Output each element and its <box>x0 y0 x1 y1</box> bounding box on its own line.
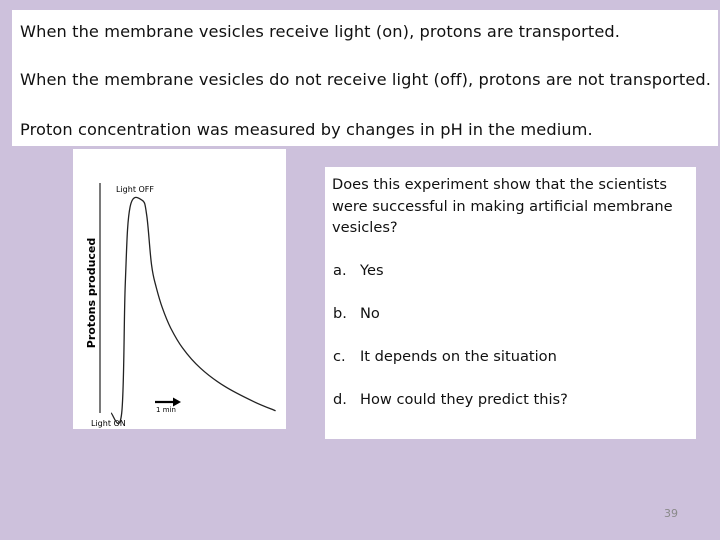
option-letter: d. <box>333 391 347 408</box>
protons-series-line <box>111 197 276 423</box>
option-letter: c. <box>333 348 346 365</box>
y-axis-label: Protons produced <box>85 237 98 349</box>
intro-line-1: When the membrane vesicles receive light (on), protons are transported. <box>20 22 621 41</box>
intro-line-2: When the membrane vesicles do not receive light (off), protons are not transported. <box>20 70 712 89</box>
proton-chart <box>73 149 286 429</box>
option-letter: b. <box>333 305 347 322</box>
question-text: Does this experiment show that the scientists were successful in making artificial membrane vesicles? <box>332 176 673 236</box>
scale-bar-label: 1 min <box>156 406 176 414</box>
option-label: Yes <box>360 262 384 279</box>
option-d[interactable] <box>333 391 568 408</box>
option-b[interactable] <box>333 305 380 322</box>
option-label: How could they predict this? <box>360 391 568 408</box>
option-c[interactable] <box>333 348 557 365</box>
option-label: It depends on the situation <box>360 348 557 365</box>
intro-box <box>12 10 718 146</box>
page-number: 39 <box>664 507 678 520</box>
option-label: No <box>360 305 380 322</box>
graph-panel <box>73 149 286 429</box>
light-off-label: Light OFF <box>116 185 155 194</box>
light-on-label: Light ON <box>91 419 126 428</box>
option-letter: a. <box>333 262 347 279</box>
intro-line-3: Proton concentration was measured by changes in pH in the medium. <box>20 120 593 139</box>
option-a[interactable] <box>333 262 384 279</box>
question-panel <box>325 167 696 439</box>
